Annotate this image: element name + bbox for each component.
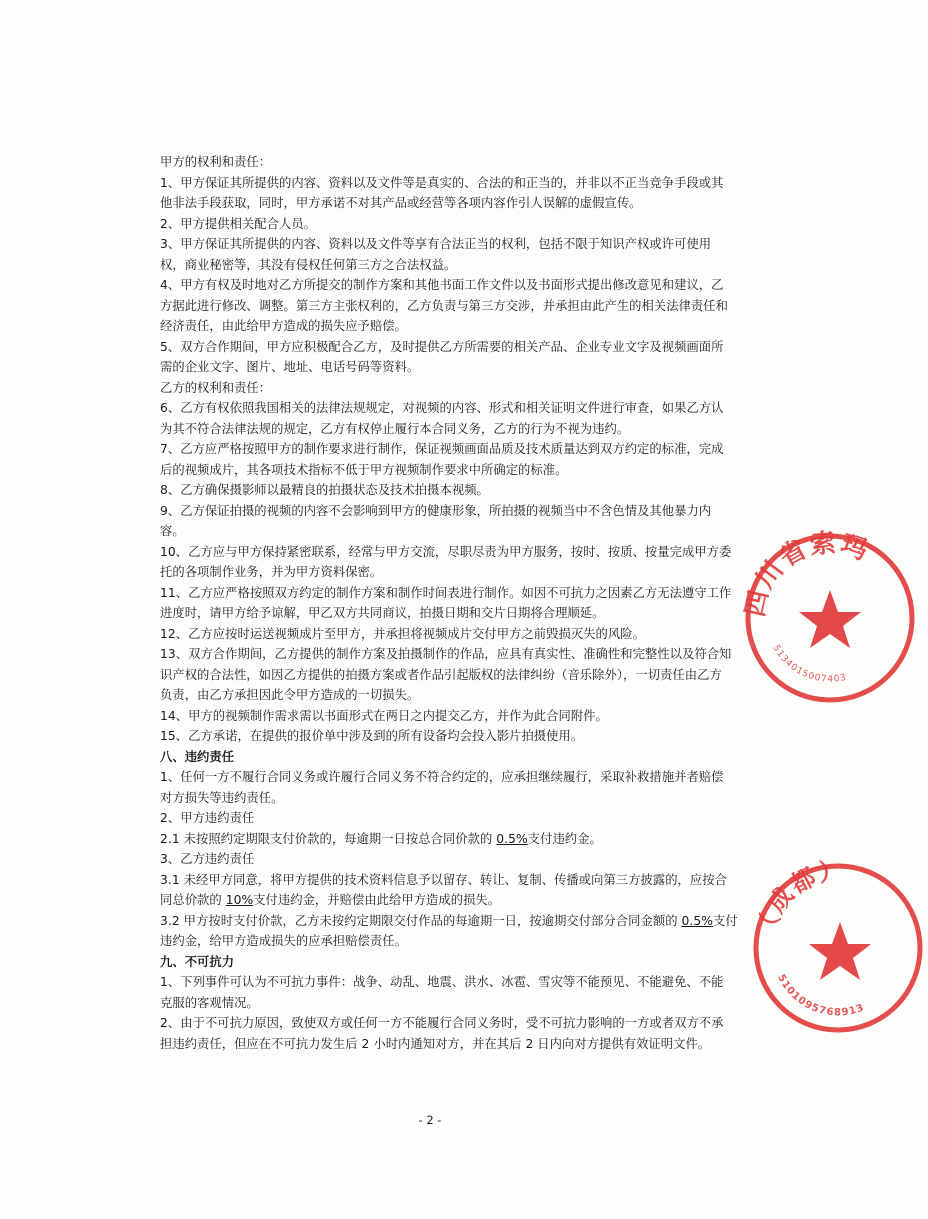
text-line: 克服的客观情况。: [160, 995, 259, 1010]
seal-lower-code: 5101095768913: [775, 972, 867, 1019]
underlined-rate: 10%: [225, 893, 254, 907]
text-line: 2、甲方提供相关配合人员。: [160, 216, 317, 231]
text-line: 负责，由乙方承担因此令甲方造成的一切损失。: [160, 688, 420, 702]
line-text: 支付: [712, 913, 738, 928]
section-heading: 八、违约责任: [160, 749, 235, 764]
underlined-rate: 0.5%: [681, 913, 713, 928]
text-line: 甲方的权利和责任：: [160, 155, 272, 169]
text-line: 13、双方合作期间，乙方提供的制作方案及拍摄制作的作品，应具有真实性、准确性和完整性以及符合知: [160, 647, 732, 661]
text-line: 3、甲方保证其所提供的内容、资料以及文件等享有合法正当的权利，包括不限于知识产权或许可使用: [160, 237, 712, 251]
text-line: 15、乙方承诺，在提供的报价单中涉及到的所有设备均会投入影片拍摄使用。: [160, 729, 584, 743]
seal-lower-graphic: [748, 858, 928, 1038]
text-line: 为其不符合法律法规的规定，乙方有权停止履行本合同义务，乙方的行为不视为违约。: [160, 421, 630, 436]
svg-text:（成都）: [752, 858, 847, 941]
text-line: 权，商业秘密等，其没有侵权任何第三方之合法权益。: [160, 257, 457, 272]
contract-body: [160, 152, 738, 1054]
text-line: 9、乙方保证拍摄的视频的内容不会影响到甲方的健康形象，所拍摄的视频当中不含色情及其他暴力内: [160, 503, 712, 518]
text-line: 需的企业文字、图片、地址、电话号码等资料。: [160, 360, 420, 374]
page-number: - 2 -: [418, 1113, 442, 1127]
text-line: 担违约责任，但应在不可抗力发生后 2 小时内通知对方，并在其后 2 日内向对方提供有效证明文件。: [160, 1036, 711, 1051]
section-heading: 九、不可抗力: [160, 954, 235, 969]
line-text: 2.1 未按照约定期限支付价款的，每逾期一日按总合同价款的: [160, 831, 497, 846]
text-line: 3、乙方违约责任: [160, 852, 255, 866]
text-line: 7、乙方应严格按照甲方的制作要求进行制作，保证视频画面品质及技术质量达到双方约定的标准，完成: [160, 442, 724, 456]
svg-text:5134015007403: [770, 644, 848, 685]
line-text: 支付违约金，并赔偿由此给甲方造成的损失。: [253, 893, 501, 907]
text-line: 识产权的合法性，如因乙方提供的拍摄方案或者作品引起版权的法律纠纷（音乐除外），一切责任由乙方: [160, 667, 722, 682]
text-line: [160, 911, 738, 932]
text-line: 进度时，请甲方给予谅解，甲乙双方共同商议，拍摄日期和交片日期将合理顺延。: [160, 606, 605, 620]
seal-lower-text: （成都）: [751, 858, 847, 942]
text-line: 11、乙方应严格按照双方约定的制作方案和制作时间表进行制作。如因不可抗力之因素乙方无法遵守工作: [160, 585, 732, 600]
text-line: 5、双方合作期间，甲方应积极配合乙方，及时提供乙方所需要的相关产品、企业专业文字及视频画面所: [160, 339, 724, 354]
underlined-rate: 0.5%: [496, 831, 528, 846]
seal-upper-graphic: [740, 528, 920, 708]
text-line: 容。: [160, 524, 185, 538]
text-line: 3.1 未经甲方同意，将甲方提供的技术资料信息予以留存、转让、复制、传播或向第三方披露的，应按合: [160, 872, 727, 887]
text-line: 经济责任，由此给甲方造成的损失应予赔偿。: [160, 319, 407, 333]
text-line: 对方损失等违约责任。: [160, 790, 284, 805]
company-seal-lower: [748, 858, 867, 1038]
text-line: 6、乙方有权依照我国相关的法律法规规定，对视频的内容、形式和相关证明文件进行审查，如果乙方认: [160, 401, 724, 415]
seal-upper-code: 5134015007403: [770, 643, 849, 685]
text-line: 12、乙方应按时运送视频成片至甲方，并承担将视频成片交付甲方之前毁损灭失的风险。: [160, 626, 645, 641]
text-line: 后的视频成片，其各项技术指标不低于甲方视频制作要求中所确定的标准。: [160, 462, 568, 477]
text-line: 他非法手段获取，同时，甲方承诺不对其产品或经营等各项内容作引人误解的虚假宣传。: [160, 196, 642, 210]
company-seal-upper: [740, 528, 874, 708]
text-line: 10、乙方应与甲方保持紧密联系，经常与甲方交流，尽职尽责为甲方服务，按时、按质、按量完成甲方委: [160, 544, 732, 559]
text-line: 2、甲方违约责任: [160, 811, 255, 825]
text-line: 4、甲方有权及时地对乙方所提交的制作方案和其他书面工作文件以及书面形式提出修改意见和建议，乙: [160, 278, 724, 292]
text-line: 托的各项制作业务，并为甲方资料保密。: [160, 565, 383, 579]
line-text: 支付违约金。: [527, 831, 602, 846]
text-line: [160, 890, 722, 911]
line-text: 同总价款的: [160, 893, 226, 907]
text-line: 乙方的权利和责任：: [160, 380, 272, 395]
text-line: 1、任何一方不履行合同义务或许履行合同义务不符合约定的，应承担继续履行，采取补救措施并者赔偿: [160, 770, 724, 784]
text-line: 1、下列事件可认为不可抗力事件：战争、动乱、地震、洪水、冰雹、雪灾等不能预见、不能避免、不能: [160, 975, 724, 989]
text-line: 2、由于不可抗力原因，致使双方或任何一方不能履行合同义务时，受不可抗力影响的一方或者双方不承: [160, 1016, 724, 1030]
text-line: 方据此进行修改、调整。第三方主张权利的，乙方负责与第三方交涉，并承担由此产生的相关法律责任和: [160, 298, 728, 313]
seal-upper-text: 四川省索玛: [740, 528, 874, 620]
text-line: [160, 829, 722, 850]
line-text: 3.2 甲方按时支付价款，乙方未按约定期限交付作品的每逾期一日，按逾期交付部分合同金额的: [160, 913, 682, 928]
text-line: 违约金，给甲方造成损失的应承担赔偿责任。: [160, 934, 407, 948]
text-line: 14、甲方的视频制作需求需以书面形式在两日之内提交乙方，并作为此合同附件。: [160, 708, 608, 723]
text-line: 8、乙方确保摄影师以最精良的拍摄状态及技术拍摄本视频。: [160, 483, 489, 497]
text-line: 1、甲方保证其所提供的内容、资料以及文件等是真实的、合法的和正当的，并非以不正当竞争手段或其: [160, 175, 724, 190]
